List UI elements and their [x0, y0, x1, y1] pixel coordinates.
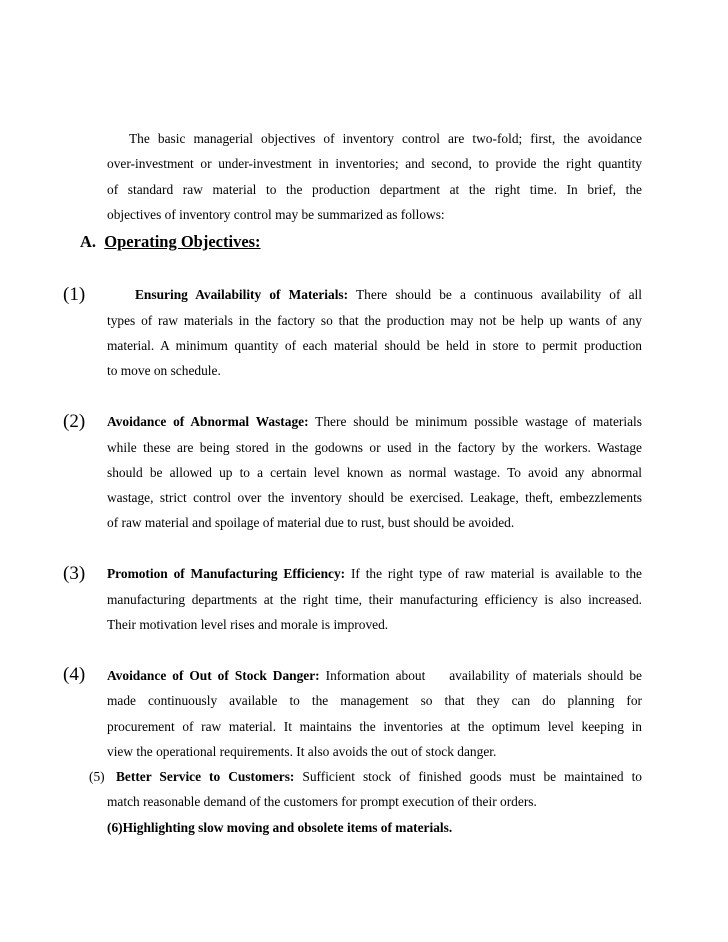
item-3-first-line — [107, 566, 642, 582]
item-5-first-line — [116, 769, 642, 785]
item-4-line-4: view the operational requirements. It also avoids the out of stock danger. — [107, 744, 497, 759]
item-2-title: Avoidance of Abnormal Wastage: — [107, 414, 309, 429]
item-1-line-4: to move on schedule. — [107, 363, 221, 378]
item-1-first-line — [107, 287, 642, 303]
section-a-letter: A. — [80, 232, 97, 251]
item-4-number: (4) — [63, 664, 86, 685]
item-5-title: Better Service to Customers: — [116, 769, 295, 784]
item-4-first-line — [107, 668, 642, 684]
intro-line-3: of standard raw material to the production department at the right time. In brief, the — [107, 182, 642, 197]
item-3-line-2: manufacturing departments at the right time, their manufacturing efficiency is also increased. — [107, 592, 642, 607]
item-1-line-2: types of raw materials in the factory so that the production may not be help up wants of any — [107, 313, 642, 328]
item-5-line-2: match reasonable demand of the customers for prompt execution of their orders. — [107, 794, 537, 809]
item-3-line-3: Their motivation level rises and morale is improved. — [107, 617, 389, 632]
item-3-number: (3) — [63, 563, 86, 584]
intro-line-4: objectives of inventory control may be summarized as follows: — [107, 207, 445, 222]
item-4-line-3: procurement of raw material. It maintains the inventories at the optimum level keeping in — [107, 719, 642, 734]
item-6-text: (6)Highlighting slow moving and obsolete items of materials. — [107, 820, 453, 835]
intro-line-1: The basic managerial objectives of inventory control are two-fold; first, the avoidance — [129, 131, 642, 146]
item-1-number: (1) — [63, 284, 86, 305]
item-2-line-2: while these are being stored in the godowns or used in the factory by the workers. Wastage — [107, 440, 642, 455]
item-3-first-rest: If the right type of raw material is available to the — [350, 566, 642, 581]
item-2-number: (2) — [63, 411, 86, 432]
section-a-heading — [80, 232, 261, 252]
item-4-line-2: made continuously available to the management so that they can do planning for — [107, 693, 642, 708]
item-4-first-rest: Information about availability of materials should be — [325, 668, 642, 683]
item-2-line-5: of raw material and spoilage of material due to rust, bust should be avoided. — [107, 515, 515, 530]
item-2-first-rest: There should be minimum possible wastage of materials — [315, 414, 642, 429]
item-2-line-3: should be allowed up to a certain level known as normal wastage. To avoid any abnormal — [107, 465, 642, 480]
item-5-first-rest: Sufficient stock of finished goods must be maintained to — [302, 769, 642, 784]
item-4-title: Avoidance of Out of Stock Danger: — [107, 668, 320, 683]
item-1-title: Ensuring Availability of Materials: — [135, 287, 349, 302]
item-2-line-4: wastage, strict control over the inventory should be exercised. Leakage, theft, embezzlements — [107, 490, 642, 505]
item-1-line-3: material. A minimum quantity of each material should be held in store to permit production — [107, 338, 642, 353]
item-2-first-line — [107, 414, 642, 430]
item-1-first-rest: There should be a continuous availability of all — [356, 287, 642, 302]
section-a-title: Operating Objectives: — [104, 232, 261, 251]
item-5-number: (5) — [89, 769, 105, 784]
item-3-title: Promotion of Manufacturing Efficiency: — [107, 566, 346, 581]
intro-line-2: over-investment or under-investment in inventories; and second, to provide the right quantity — [107, 156, 642, 171]
